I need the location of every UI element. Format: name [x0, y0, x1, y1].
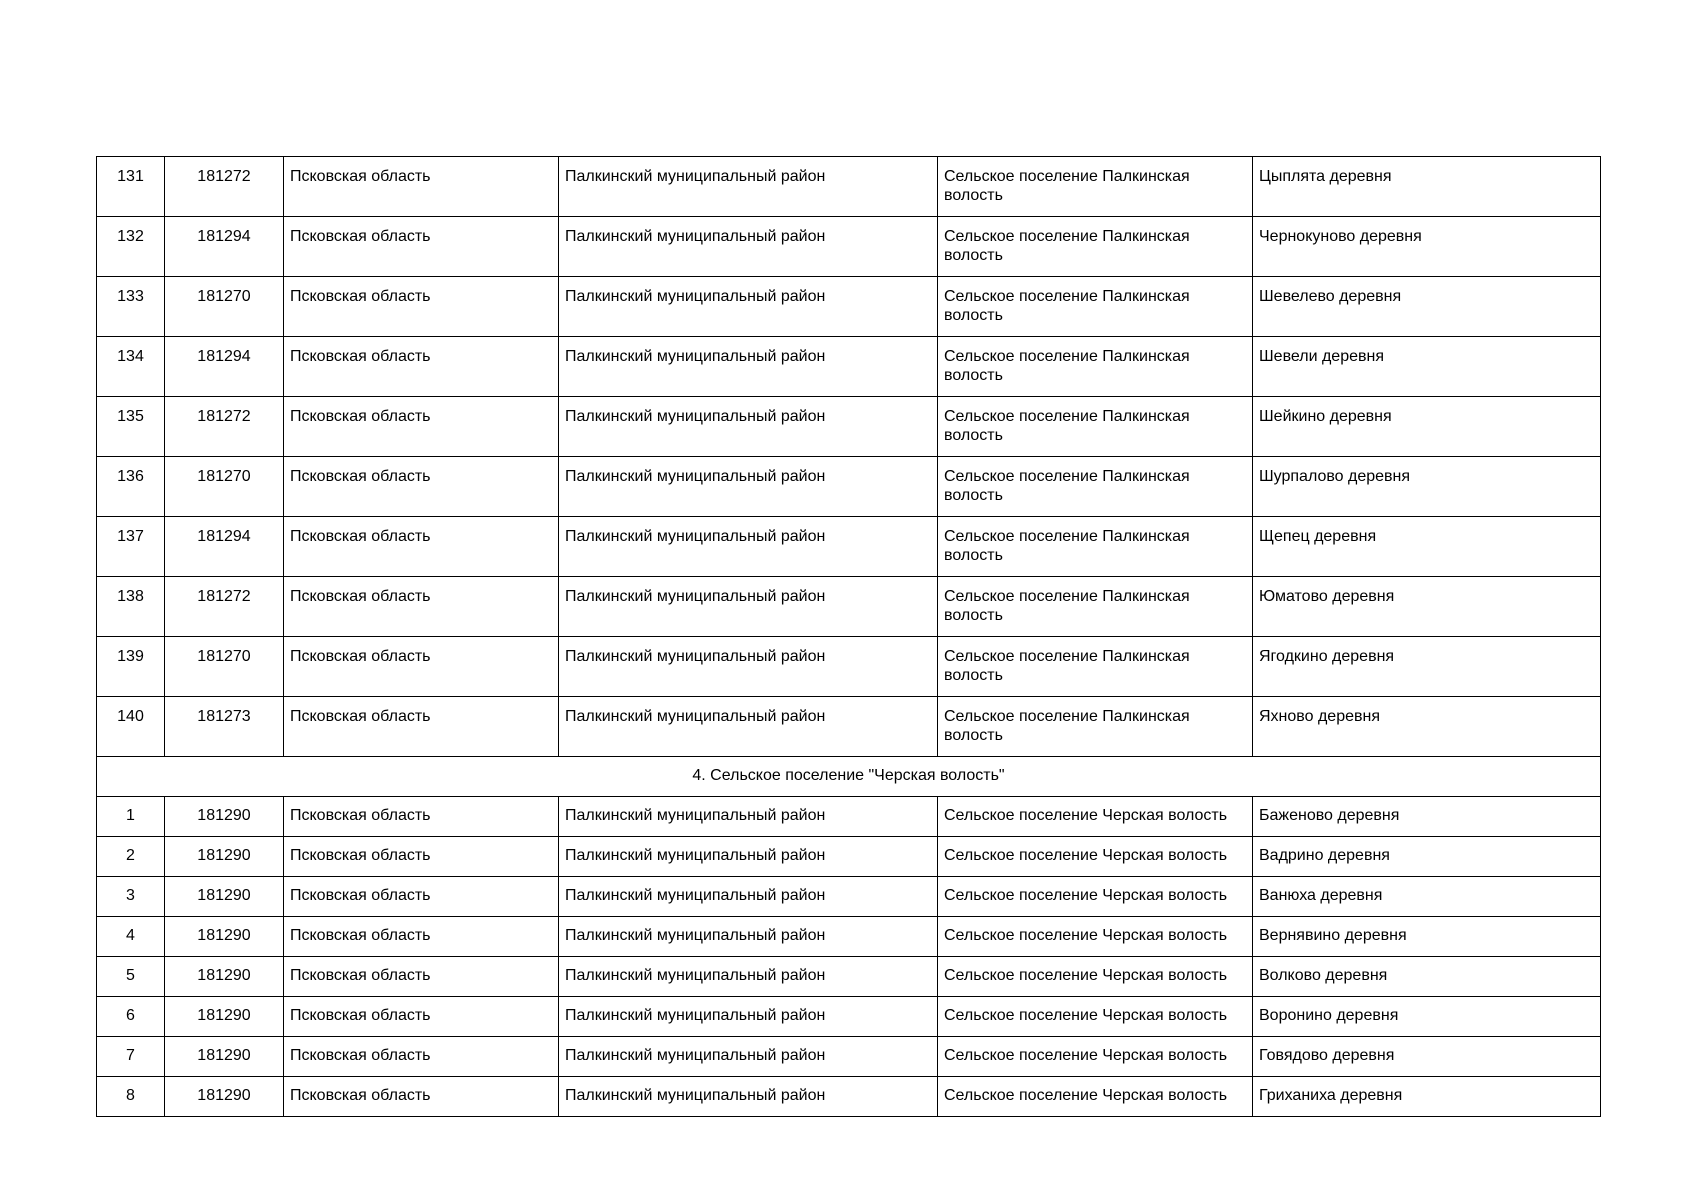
district-cell: Палкинский муниципальный район [559, 277, 938, 337]
table-row [97, 457, 1601, 517]
table-row [97, 917, 1601, 957]
district-cell: Палкинский муниципальный район [559, 957, 938, 997]
region-cell: Псковская область [284, 1037, 559, 1077]
postal-index: 181294 [165, 337, 284, 397]
row-number: 4 [97, 917, 165, 957]
rows-after-section [97, 797, 1601, 1117]
locality-cell: Баженово деревня [1253, 797, 1601, 837]
settlement-cell: Сельское поселение Палкинская волость [938, 697, 1253, 757]
settlement-cell: Сельское поселение Палкинская волость [938, 157, 1253, 217]
region-cell: Псковская область [284, 697, 559, 757]
region-cell: Псковская область [284, 997, 559, 1037]
settlement-cell: Сельское поселение Палкинская волость [938, 457, 1253, 517]
table-row [97, 577, 1601, 637]
locality-cell: Юматово деревня [1253, 577, 1601, 637]
table-row [97, 337, 1601, 397]
locality-cell: Чернокуново деревня [1253, 217, 1601, 277]
settlement-cell: Сельское поселение Палкинская волость [938, 577, 1253, 637]
settlement-cell: Сельское поселение Палкинская волость [938, 397, 1253, 457]
table-row [97, 877, 1601, 917]
settlement-cell: Сельское поселение Черская волость [938, 997, 1253, 1037]
district-cell: Палкинский муниципальный район [559, 397, 938, 457]
row-number: 8 [97, 1077, 165, 1117]
row-number: 3 [97, 877, 165, 917]
district-cell: Палкинский муниципальный район [559, 337, 938, 397]
locality-cell: Шевелево деревня [1253, 277, 1601, 337]
region-cell: Псковская область [284, 517, 559, 577]
row-number: 140 [97, 697, 165, 757]
row-number: 6 [97, 997, 165, 1037]
section-header-group [97, 757, 1601, 797]
table-row [97, 837, 1601, 877]
settlement-cell: Сельское поселение Черская волость [938, 917, 1253, 957]
settlement-cell: Сельское поселение Черская волость [938, 877, 1253, 917]
locality-cell: Шурпалово деревня [1253, 457, 1601, 517]
locality-cell: Волково деревня [1253, 957, 1601, 997]
rows-before-section [97, 157, 1601, 757]
settlement-cell: Сельское поселение Палкинская волость [938, 337, 1253, 397]
table-row [97, 1077, 1601, 1117]
table-row [97, 797, 1601, 837]
row-number: 135 [97, 397, 165, 457]
postal-index: 181294 [165, 217, 284, 277]
table-row [97, 517, 1601, 577]
locality-cell: Вернявино деревня [1253, 917, 1601, 957]
table-row [97, 637, 1601, 697]
region-cell: Псковская область [284, 957, 559, 997]
region-cell: Псковская область [284, 877, 559, 917]
row-number: 139 [97, 637, 165, 697]
row-number: 138 [97, 577, 165, 637]
settlement-cell: Сельское поселение Черская волость [938, 957, 1253, 997]
district-cell: Палкинский муниципальный район [559, 457, 938, 517]
district-cell: Палкинский муниципальный район [559, 917, 938, 957]
locality-cell: Говядово деревня [1253, 1037, 1601, 1077]
region-cell: Псковская область [284, 397, 559, 457]
row-number: 134 [97, 337, 165, 397]
settlement-cell: Сельское поселение Черская волость [938, 1037, 1253, 1077]
district-cell: Палкинский муниципальный район [559, 217, 938, 277]
postal-index: 181272 [165, 157, 284, 217]
settlement-cell: Сельское поселение Палкинская волость [938, 637, 1253, 697]
postal-index: 181272 [165, 397, 284, 457]
table-row [97, 277, 1601, 337]
postal-index: 181270 [165, 457, 284, 517]
locality-cell: Ягодкино деревня [1253, 637, 1601, 697]
district-cell: Палкинский муниципальный район [559, 577, 938, 637]
locality-table [96, 156, 1601, 1117]
settlement-cell: Сельское поселение Палкинская волость [938, 217, 1253, 277]
postal-index: 181272 [165, 577, 284, 637]
row-number: 137 [97, 517, 165, 577]
table-row [97, 1037, 1601, 1077]
locality-cell: Яхново деревня [1253, 697, 1601, 757]
postal-index: 181290 [165, 997, 284, 1037]
region-cell: Псковская область [284, 337, 559, 397]
section-header-row [97, 757, 1601, 797]
postal-index: 181294 [165, 517, 284, 577]
district-cell: Палкинский муниципальный район [559, 1077, 938, 1117]
postal-index: 181290 [165, 837, 284, 877]
district-cell: Палкинский муниципальный район [559, 1037, 938, 1077]
locality-cell: Цыплята деревня [1253, 157, 1601, 217]
section-header: 4. Сельское поселение "Черская волость" [97, 757, 1601, 797]
district-cell: Палкинский муниципальный район [559, 837, 938, 877]
locality-cell: Ванюха деревня [1253, 877, 1601, 917]
row-number: 1 [97, 797, 165, 837]
district-cell: Палкинский муниципальный район [559, 797, 938, 837]
row-number: 2 [97, 837, 165, 877]
region-cell: Псковская область [284, 577, 559, 637]
settlement-cell: Сельское поселение Палкинская волость [938, 517, 1253, 577]
region-cell: Псковская область [284, 917, 559, 957]
locality-cell: Шейкино деревня [1253, 397, 1601, 457]
settlement-cell: Сельское поселение Черская волость [938, 1077, 1253, 1117]
district-cell: Палкинский муниципальный район [559, 997, 938, 1037]
table-row [97, 997, 1601, 1037]
postal-index: 181290 [165, 797, 284, 837]
row-number: 136 [97, 457, 165, 517]
settlement-cell: Сельское поселение Черская волость [938, 837, 1253, 877]
locality-cell: Шевели деревня [1253, 337, 1601, 397]
locality-cell: Вадрино деревня [1253, 837, 1601, 877]
postal-index: 181290 [165, 957, 284, 997]
table-row [97, 397, 1601, 457]
region-cell: Псковская область [284, 637, 559, 697]
district-cell: Палкинский муниципальный район [559, 517, 938, 577]
district-cell: Палкинский муниципальный район [559, 877, 938, 917]
row-number: 5 [97, 957, 165, 997]
locality-cell: Щепец деревня [1253, 517, 1601, 577]
postal-index: 181273 [165, 697, 284, 757]
region-cell: Псковская область [284, 277, 559, 337]
row-number: 131 [97, 157, 165, 217]
table-row [97, 957, 1601, 997]
row-number: 7 [97, 1037, 165, 1077]
postal-index: 181290 [165, 877, 284, 917]
table-row [97, 157, 1601, 217]
table-row [97, 217, 1601, 277]
table-row [97, 697, 1601, 757]
district-cell: Палкинский муниципальный район [559, 157, 938, 217]
row-number: 132 [97, 217, 165, 277]
region-cell: Псковская область [284, 157, 559, 217]
document-page [96, 156, 1600, 1117]
region-cell: Псковская область [284, 457, 559, 517]
locality-cell: Воронино деревня [1253, 997, 1601, 1037]
settlement-cell: Сельское поселение Палкинская волость [938, 277, 1253, 337]
postal-index: 181290 [165, 1037, 284, 1077]
region-cell: Псковская область [284, 217, 559, 277]
region-cell: Псковская область [284, 837, 559, 877]
locality-cell: Гриханиха деревня [1253, 1077, 1601, 1117]
postal-index: 181290 [165, 1077, 284, 1117]
postal-index: 181270 [165, 277, 284, 337]
row-number: 133 [97, 277, 165, 337]
district-cell: Палкинский муниципальный район [559, 637, 938, 697]
postal-index: 181290 [165, 917, 284, 957]
region-cell: Псковская область [284, 1077, 559, 1117]
district-cell: Палкинский муниципальный район [559, 697, 938, 757]
postal-index: 181270 [165, 637, 284, 697]
region-cell: Псковская область [284, 797, 559, 837]
settlement-cell: Сельское поселение Черская волость [938, 797, 1253, 837]
